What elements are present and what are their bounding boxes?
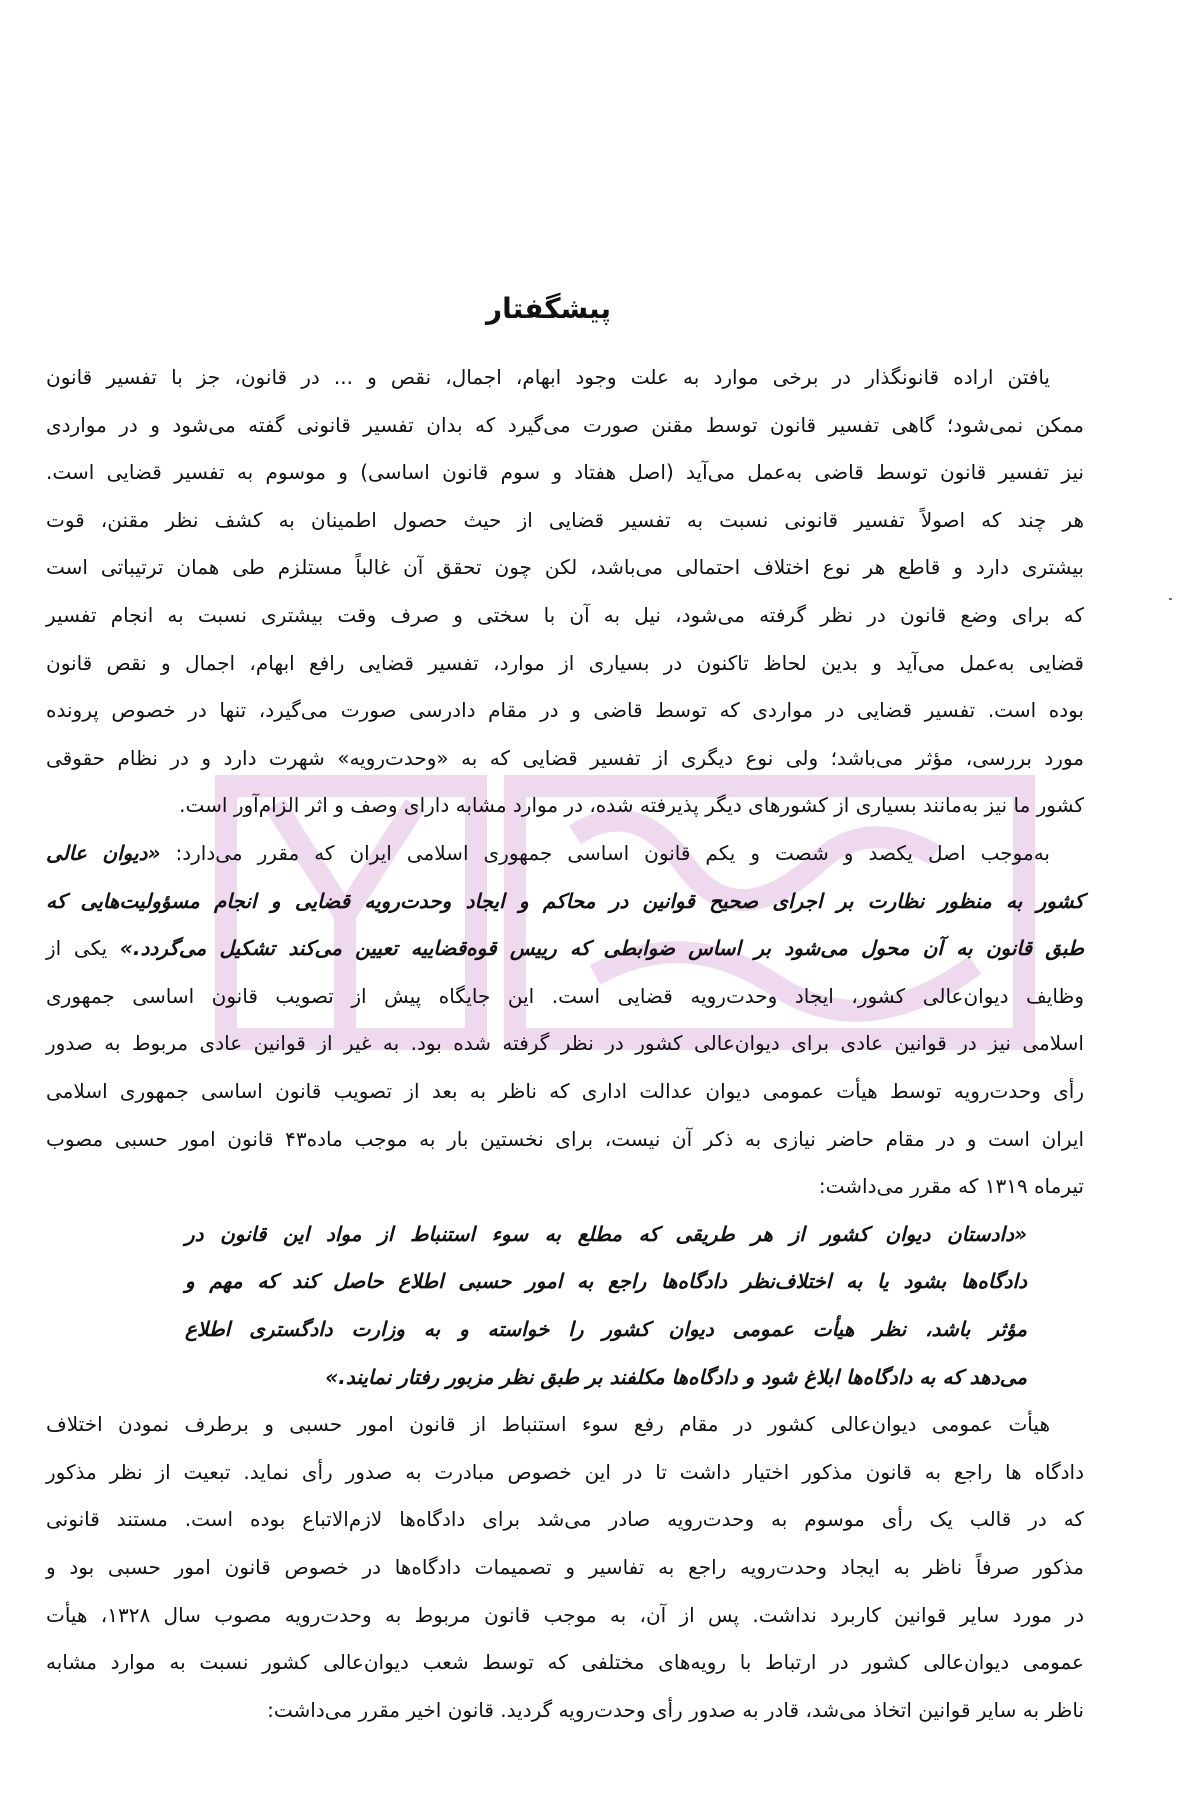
paragraph-line (46, 1695, 1084, 1725)
paragraph-line (46, 743, 1084, 773)
paragraph-line (46, 886, 1084, 916)
paragraph-line (46, 981, 1084, 1011)
text-run: هر چند که اصولاً تفسیر قانونی نسبت به تفسیر قضایی از حیث حصول اطمینان به کشف نظر مقنن، قوت (46, 507, 1084, 532)
quote-line (185, 1219, 1027, 1249)
emphasized-text: دادگاه‌ها بشود یا به اختلاف‌نظر دادگاه‌ها راجع به امور حسبی اطلاع حاصل کند که مهم و (185, 1269, 1027, 1294)
paragraph-line (46, 1504, 1084, 1534)
paragraph-line (46, 410, 1084, 440)
text-run: مورد بررسی، مؤثر می‌باشد؛ ولی نوع دیگری از تفسیر قضایی که به «وحدت‌رویه» شهرت دارد و در نظام حقوقی (46, 745, 1084, 770)
text-run: بیشتری دارد و قاطع هر نوع اختلاف احتمالی می‌باشد، لکن چون تحقق آن غالباً مستلزم طی همان ترتیباتی است (46, 555, 1084, 580)
paragraph-line (46, 1457, 1084, 1487)
quote-line (185, 1362, 1027, 1392)
text-run: اسلامی نیز در قوانین عادی برای دیوان‌عالی کشور در نظر گرفته شده بود. به غیر از قوانین عادی مربوط به صدور (46, 1031, 1084, 1056)
text-run: یکی از (46, 936, 120, 961)
text-run: کشور ما نیز به‌مانند بسیاری از کشورهای دیگر پذیرفته شده، در موارد مشابه دارای وصف و اثر الزام‌آور است. (179, 793, 1084, 818)
text-run: ایران است و در مقام حاضر نیازی به ذکر آن نیست، برای نخستین بار به موجب ماده۴۳ قانون امور حسبی مصوب (46, 1126, 1084, 1151)
text-run: دادگاه ها راجع به قانون مذکور اختیار داشت تا در این خصوص مبادرت به صدور رأی نماید. تبعیت از نظر مذکور (46, 1459, 1084, 1484)
paragraph-line (46, 362, 1050, 392)
text-run: تیرماه ۱۳۱۹ که مقرر می‌داشت: (818, 1174, 1084, 1199)
paragraph-line (46, 933, 1084, 963)
paragraph-line (46, 1171, 1084, 1201)
text-run: ناظر به سایر قوانین اتخاذ می‌شد، قادر به صدور رأی وحدت‌رویه گردید. قانون اخیر مقرر می‌داشت: (267, 1697, 1084, 1722)
emphasized-text: می‌دهد که به دادگاه‌ها ابلاغ شود و دادگاه‌ها مکلفند بر طبق نظر مزبور رفتار نمایند.» (325, 1364, 1027, 1389)
text-run: نیز تفسیر قانون توسط قاضی به‌عمل می‌آید (اصل هفتاد و سوم قانون اساسی) و موسوم به تفسیر قضایی است. (46, 460, 1084, 485)
paragraph-line (46, 457, 1084, 487)
text-run: در مورد سایر قوانین کاربرد نداشت. پس از آن، به موجب قانون مربوط به وحدت‌رویه مصوب سال ۱۳۲۸، هیأت (46, 1602, 1084, 1627)
emphasized-text: «دادستان دیوان کشور از هر طریقی که مطلع به سوء استنباط از مواد این قانون در (185, 1221, 1028, 1246)
text-run: وظایف دیوان‌عالی کشور، ایجاد وحدت‌رویه قضایی است. این جایگاه پیش از تصویب قانون اساسی جمهوری (46, 983, 1084, 1008)
paragraph-line (46, 695, 1084, 725)
paragraph-line (46, 552, 1084, 582)
text-run: بوده است. تفسیر قضایی در مواردی که توسط قاضی و در مقام دادرسی صورت می‌گیرد، تنها در خصوص پرونده (46, 698, 1084, 723)
paragraph-line (46, 1028, 1084, 1058)
text-run: هیأت عمومی دیوان‌عالی کشور در مقام رفع سوء استنباط از قانون امور حسبی و برطرف نمودن اختلاف (46, 1412, 1050, 1437)
text-run: یافتن اراده قانونگذار در برخی موارد به علت وجود ابهام، اجمال، نقص و ... در قانون، جز با تفسیر قانون (46, 365, 1050, 389)
paragraph-line (46, 1552, 1084, 1582)
text-run: که در قالب یک رأی موسوم به وحدت‌رویه صادر می‌شد برای دادگاه‌ها لازم‌الاتباع بوده است. مستند قانونی (46, 1507, 1084, 1532)
paragraph-line (46, 1600, 1084, 1630)
text-run: عمومی دیوان‌عالی کشور در ارتباط با رویه‌های مختلفی که توسط شعب دیوان‌عالی کشور نسبت به موارد مشابه (46, 1650, 1084, 1675)
paragraph-line (46, 1076, 1084, 1106)
scan-speck (1169, 598, 1172, 600)
text-run: قضایی به‌عمل می‌آید و بدین لحاظ تاکنون در بسیاری از موارد، تفسیر قضایی رافع ابهام، اجمال و نقص قانون (46, 650, 1084, 675)
paragraph-line (46, 600, 1084, 630)
text-run: ممکن نمی‌شود؛ گاهی تفسیر قانون توسط مقنن صورت می‌گیرد که بدان تفسیر قانونی گفته می‌شود و در مواردی (46, 412, 1084, 437)
paragraph-line (46, 790, 1084, 820)
text-run: رأی وحدت‌رویه توسط هیأت عمومی دیوان عدالت اداری که ناظر به بعد از تصویب قانون اساسی جمهوری اسلامی (46, 1079, 1084, 1103)
text-run: به‌موجب اصل یکصد و شصت و یکم قانون اساسی جمهوری اسلامی ایران که مقرر می‌دارد: (160, 841, 1050, 865)
paragraph-line (46, 505, 1084, 535)
paragraph-line (46, 648, 1084, 678)
quote-line (185, 1314, 1027, 1344)
paragraph-line (46, 1647, 1084, 1677)
paragraph-line (46, 838, 1050, 868)
emphasized-text: مؤثر باشد، نظر هیأت عمومی دیوان کشور را خواسته و به وزارت دادگستری اطلاع (185, 1317, 1027, 1341)
emphasized-text: «دیوان عالی (46, 841, 161, 865)
emphasized-text: کشور به منظور نظارت بر اجرای صحیح قوانین در محاکم و ایجاد وحدت‌رویه قضایی و انجام مسؤولیت‌هایی که (46, 888, 1084, 913)
paragraph-line (46, 1124, 1084, 1154)
page-title: پیشگفتار (486, 292, 611, 325)
quote-line (185, 1266, 1027, 1296)
text-run: مذکور صرفاً ناظر به ایجاد وحدت‌رویه راجع به تفاسیر و تصمیمات دادگاه‌ها در خصوص قانون امور حسبی بود و (46, 1555, 1084, 1579)
text-run: که برای وضع قانون در نظر گرفته می‌شود، نیل به آن با سختی و صرف وقت بیشتری نسبت به انجام تفسیر (46, 603, 1084, 627)
paragraph-line (46, 1409, 1050, 1439)
emphasized-text: طبق قانون به آن محول می‌شود بر اساس ضوابطی که رییس قوه‌قضاییه تعیین می‌کند تشکیل می‌گردد.» (119, 936, 1084, 961)
